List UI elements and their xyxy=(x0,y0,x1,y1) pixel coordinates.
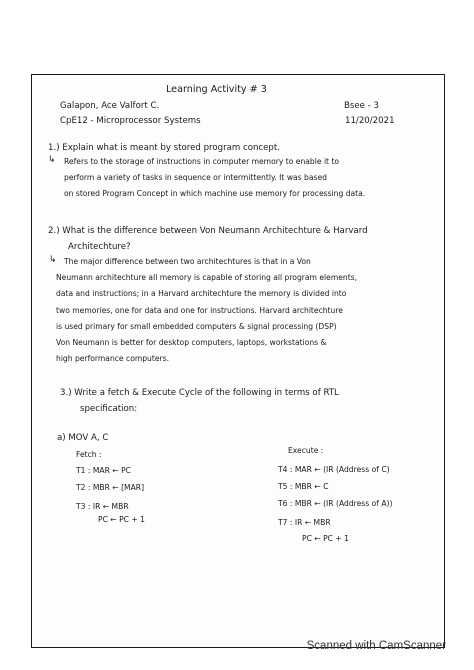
fetch-step: T1 : MAR ← PC xyxy=(76,466,131,475)
execute-step: T4 : MAR ← (IR (Address of C) xyxy=(278,465,390,474)
q2-answer-line: data and instructions; in a Harvard architechture the memory is divided into xyxy=(56,289,347,298)
fetch-step: T2 : MBR ← [MAR] xyxy=(76,483,145,492)
fetch-label: Fetch : xyxy=(76,450,102,459)
q1-answer-line: on stored Program Concept in which machine use memory for processing data. xyxy=(64,189,366,198)
q2-answer-line: The major difference between two architechtures is that in a Von xyxy=(64,257,311,266)
q2-answer-line: is used primary for small embedded computers & signal processing (DSP) xyxy=(56,322,337,331)
q1-answer-line: Refers to the storage of instructions in computer memory to enable it to xyxy=(64,157,340,166)
q1-question: 1.) Explain what is meant by stored program concept. xyxy=(48,143,280,153)
fetch-step: T3 : IR ← MBR xyxy=(76,502,129,511)
q2-question-line: 2.) What is the difference between Von Neumann Architechture & Harvard xyxy=(48,226,368,236)
section: Bsee - 3 xyxy=(344,101,379,111)
date: 11/20/2021 xyxy=(345,116,395,126)
answer-arrow-icon: ↳ xyxy=(49,255,57,265)
execute-step: T7 : IR ← MBR xyxy=(278,518,331,527)
scanner-watermark: Scanned with CamScanner xyxy=(306,640,446,652)
q3-question-line: specification: xyxy=(80,404,138,414)
q3-item: a) MOV A, C xyxy=(57,433,109,443)
q2-answer-line: Neumann architechture all memory is capable of storing all program elements, xyxy=(56,273,358,282)
fetch-step: PC ← PC + 1 xyxy=(98,515,145,524)
course: CpE12 - Microprocessor Systems xyxy=(60,116,201,126)
q3-question-line: 3.) Write a fetch & Execute Cycle of the following in terms of RTL xyxy=(60,388,339,398)
activity-title: Learning Activity # 3 xyxy=(166,84,267,95)
q2-answer-line: two memories, one for data and one for instructions. Harvard architechture xyxy=(56,306,343,315)
execute-step: T6 : MBR ← (IR (Address of A)) xyxy=(278,499,393,508)
execute-step: T5 : MBR ← C xyxy=(278,482,329,491)
answer-arrow-icon: ↳ xyxy=(48,155,56,165)
q2-question-line: Architechture? xyxy=(68,242,131,252)
execute-label: Execute : xyxy=(288,446,324,455)
q1-answer-line: perform a variety of tasks in sequence or intermittently. It was based xyxy=(64,173,327,182)
student-name: Galapon, Ace Valfort C. xyxy=(60,101,160,111)
q2-answer-line: high performance computers. xyxy=(56,354,170,363)
q2-answer-line: Von Neumann is better for desktop computers, laptops, workstations & xyxy=(56,338,327,347)
execute-step: PC ← PC + 1 xyxy=(302,534,349,543)
